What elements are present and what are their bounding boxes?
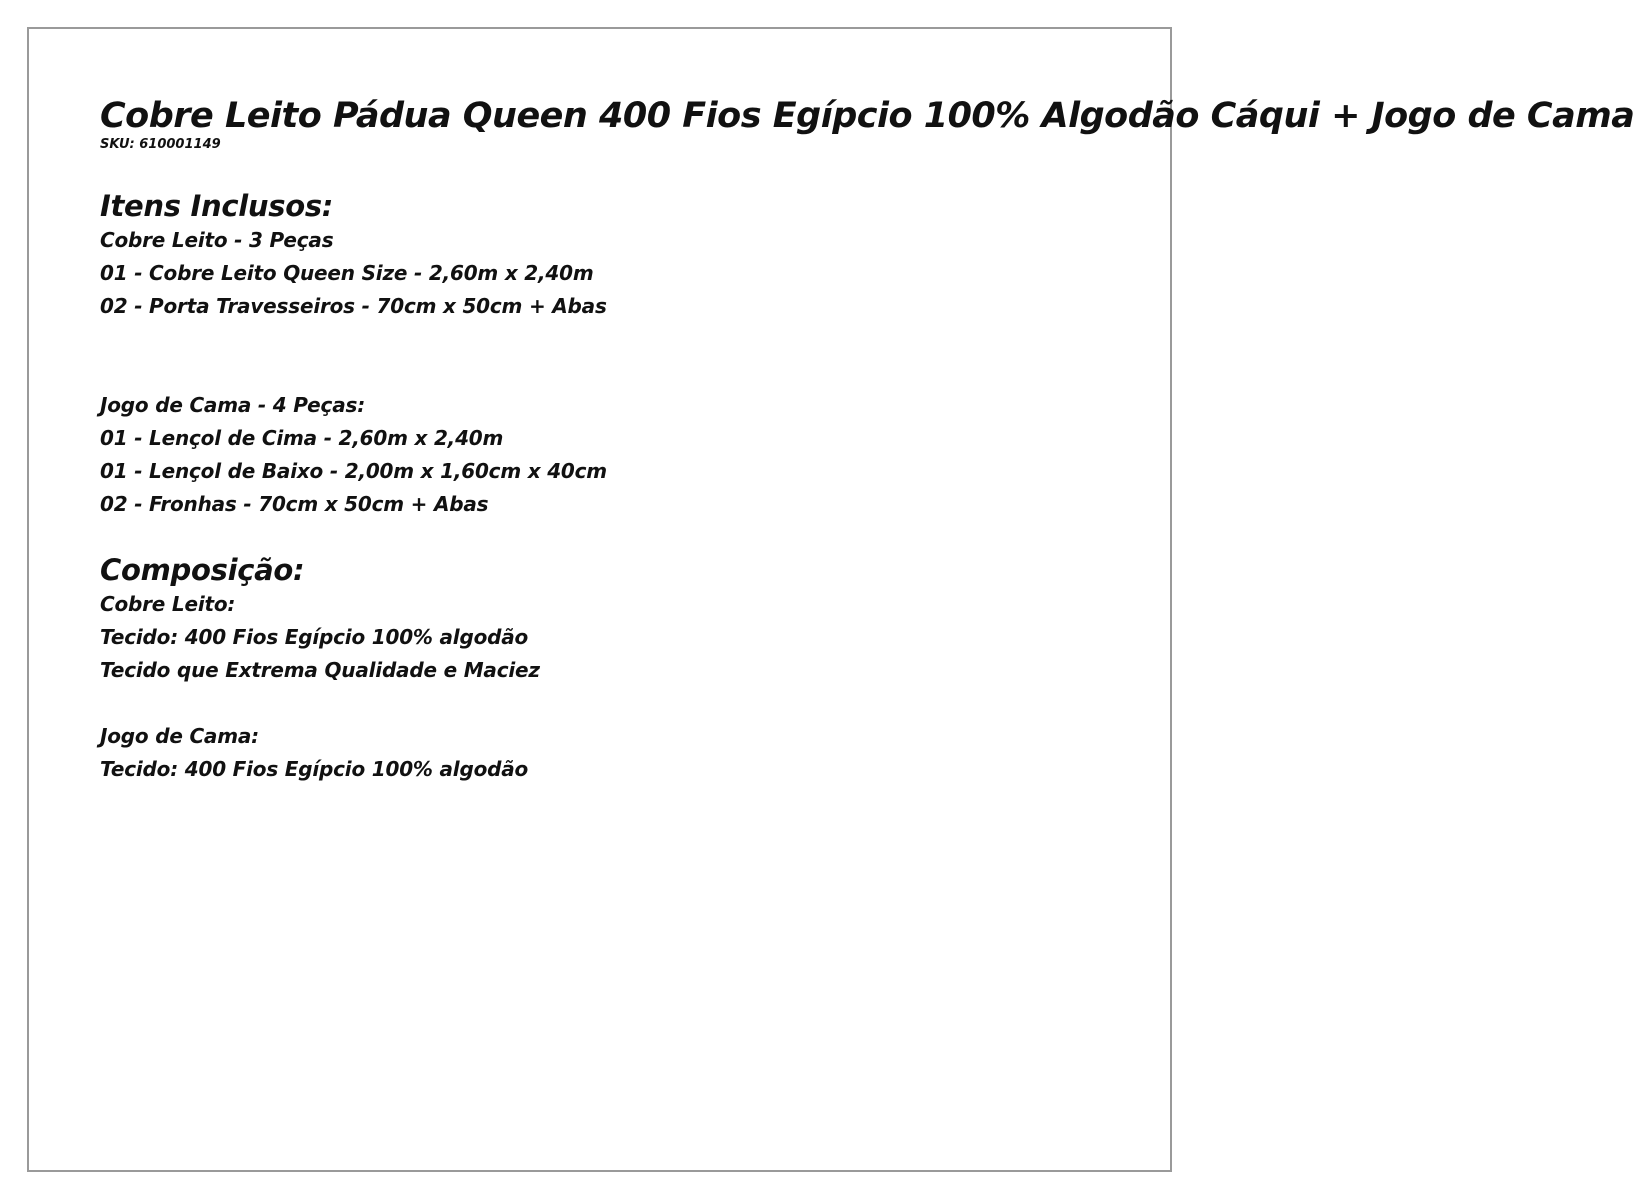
list-item: 02 - Fronhas - 70cm x 50cm + Abas <box>100 492 489 516</box>
product-description <box>100 94 1634 786</box>
composicao-line: Tecido: 400 Fios Egípcio 100% algodão <box>100 625 529 649</box>
composicao-line: Tecido que Extrema Qualidade e Maciez <box>100 658 540 682</box>
product-sku: SKU: 610001149 <box>100 137 221 152</box>
jogo-de-cama-header: Jogo de Cama - 4 Peças: <box>100 393 365 417</box>
cobre-leito-header: Cobre Leito - 3 Peças <box>100 228 334 252</box>
spacer <box>100 323 1200 389</box>
composicao-line: Tecido: 400 Fios Egípcio 100% algodão <box>100 757 529 781</box>
list-item: 01 - Lençol de Cima - 2,60m x 2,40m <box>100 426 504 450</box>
list-item: 02 - Porta Travesseiros - 70cm x 50cm + Abas <box>100 294 607 318</box>
composicao-cobre-leito-header: Cobre Leito: <box>100 592 236 616</box>
spacer <box>100 687 1200 720</box>
composicao-jogo-de-cama-header: Jogo de Cama: <box>100 724 259 748</box>
list-item: 01 - Cobre Leito Queen Size - 2,60m x 2,40m <box>100 261 594 285</box>
product-title: Cobre Leito Pádua Queen 400 Fios Egípcio 100% Algodão Cáqui + Jogo de Cama <box>100 96 1634 136</box>
list-item: 01 - Lençol de Baixo - 2,00m x 1,60cm x 40cm <box>100 459 607 483</box>
spacer <box>100 153 1200 188</box>
composicao-heading: Composição: <box>100 553 305 587</box>
itens-inclusos-heading: Itens Inclusos: <box>100 189 334 223</box>
spacer <box>100 521 1200 552</box>
